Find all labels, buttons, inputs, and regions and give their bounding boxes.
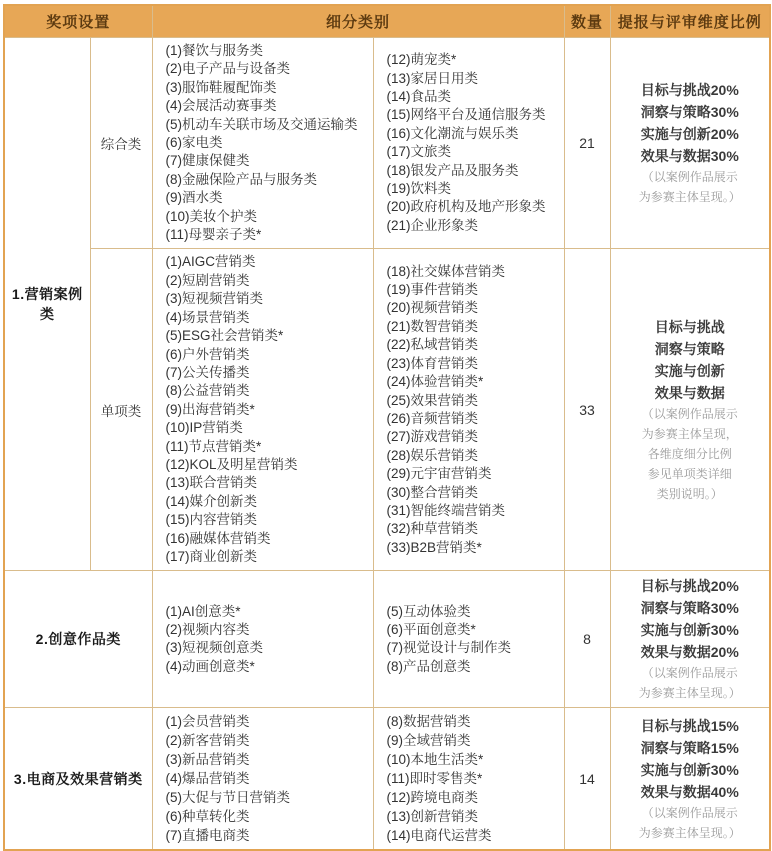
category-item: (6)平面创意类*	[386, 621, 476, 637]
category-item: (12)萌宠类*	[386, 52, 457, 68]
note-line: 各维度细分比例	[647, 446, 732, 461]
category-item: (25)效果营销类	[386, 392, 479, 408]
note-line: 为参赛主体呈现。）	[638, 190, 741, 205]
dimension-line: 实施与创新	[654, 362, 725, 379]
dimension-line: 目标与挑战	[654, 318, 725, 335]
count-cell: 14	[564, 708, 610, 851]
category-item: (9)酒水类	[165, 190, 223, 206]
dimension-line: 效果与数据	[654, 384, 725, 401]
category-item: (18)社交媒体营销类	[386, 263, 506, 279]
category-item: (24)体验营销类*	[386, 374, 484, 390]
header-subcategory: 细分类别	[152, 5, 564, 38]
category-item: (2)电子产品与设备类	[165, 61, 291, 77]
dimension-line: 洞察与策略30%	[640, 104, 739, 121]
category-item: (21)企业形象类	[386, 217, 479, 233]
note-line: 为参赛主体呈现，	[641, 426, 738, 441]
header-count: 数量	[564, 5, 610, 38]
category-item: (2)短剧营销类	[165, 272, 250, 288]
note-line: 参见单项类详细	[647, 466, 732, 481]
note-line: （以案例作品展示	[641, 666, 738, 681]
dimension-line: 目标与挑战20%	[640, 578, 739, 595]
category-item: (2)新客营销类	[165, 733, 250, 749]
category-item: (1)会员营销类	[165, 714, 250, 730]
category-item: (23)体育营销类	[386, 355, 479, 371]
category-item: (14)食品类	[386, 89, 452, 105]
category-item: (14)电商代运营类	[386, 828, 492, 844]
category-item: (12)跨境电商类	[386, 790, 479, 806]
category-item: (17)商业创新类	[165, 548, 258, 564]
award-label-creative-works: 2.创意作品类	[4, 571, 152, 708]
count-cell: 21	[564, 38, 610, 249]
category-item: (11)母婴亲子类*	[165, 227, 262, 243]
category-item: (1)AI创意类*	[165, 603, 241, 619]
category-item: (5)机动车关联市场及交通运输类	[165, 116, 358, 132]
dimension-line: 目标与挑战20%	[640, 82, 739, 99]
category-list-right	[373, 249, 564, 571]
category-item: (4)动画创意类*	[165, 658, 255, 674]
category-item: (7)视觉设计与制作类	[386, 640, 512, 656]
category-item: (29)元宇宙营销类	[386, 466, 492, 482]
dimension-line: 效果与数据40%	[640, 783, 739, 800]
award-settings-table	[3, 4, 771, 851]
category-item: (3)短视频创意类	[165, 640, 264, 656]
dimension-lines	[613, 575, 768, 663]
category-item: (21)数智营销类	[386, 318, 479, 334]
note-lines	[613, 167, 768, 207]
sub-label-individual: 单项类	[90, 249, 152, 571]
dimensions-cell	[610, 571, 770, 708]
dimensions-cell	[610, 708, 770, 851]
dimension-lines	[613, 715, 768, 803]
category-list-left	[152, 38, 373, 249]
category-item: (4)场景营销类	[165, 309, 250, 325]
category-item: (9)出海营销类*	[165, 401, 255, 417]
dimension-line: 实施与创新30%	[640, 761, 739, 778]
category-item: (10)IP营销类	[165, 420, 243, 436]
dimension-line: 洞察与策略	[654, 340, 725, 357]
category-item: (1)餐饮与服务类	[165, 43, 264, 58]
category-item: (14)媒介创新类	[165, 493, 258, 509]
category-list-right	[373, 38, 564, 249]
dimension-line: 实施与创新30%	[640, 622, 739, 639]
category-item: (3)短视频营销类	[165, 291, 264, 307]
category-item: (7)公关传播类	[165, 364, 250, 380]
category-item: (18)银发产品及服务类	[386, 162, 519, 178]
category-item: (33)B2B营销类*	[386, 539, 482, 555]
dimension-line: 效果与数据30%	[640, 148, 739, 165]
sub-label-comprehensive: 综合类	[90, 38, 152, 249]
category-item: (13)联合营销类	[165, 475, 258, 491]
note-line: （以案例作品展示	[641, 406, 738, 421]
category-item: (27)游戏营销类	[386, 429, 479, 445]
category-item: (6)种草转化类	[165, 809, 250, 825]
category-item: (30)整合营销类	[386, 484, 479, 500]
category-item: (20)视频营销类	[386, 300, 479, 316]
category-item: (11)即时零售类*	[386, 771, 483, 787]
category-item: (16)融媒体营销类	[165, 530, 271, 546]
category-item: (16)文化潮流与娱乐类	[386, 125, 519, 141]
dimension-line: 洞察与策略15%	[640, 739, 739, 756]
note-lines	[613, 663, 768, 703]
category-list-right	[373, 708, 564, 851]
category-item: (6)户外营销类	[165, 346, 250, 362]
category-item: (8)产品创意类	[386, 658, 471, 674]
category-item: (8)公益营销类	[165, 383, 250, 399]
row-marketing-comprehensive	[4, 38, 770, 249]
category-item: (5)大促与节日营销类	[165, 790, 291, 806]
note-line: 为参赛主体呈现。）	[638, 686, 741, 701]
category-item: (3)新品营销类	[165, 752, 250, 768]
category-list-right	[373, 571, 564, 708]
note-line: 类别说明。）	[656, 486, 723, 501]
dimension-lines	[613, 316, 768, 404]
category-item: (31)智能终端营销类	[386, 502, 506, 518]
category-item: (7)直播电商类	[165, 828, 250, 844]
note-line: （以案例作品展示	[641, 170, 738, 185]
award-label-ecommerce-effect: 3.电商及效果营销类	[4, 708, 152, 851]
category-item: (2)视频内容类	[165, 621, 250, 637]
note-line: （以案例作品展示	[641, 805, 738, 820]
category-item: (32)种草营销类	[386, 521, 479, 537]
category-list-left	[152, 571, 373, 708]
category-item: (8)金融保险产品与服务类	[165, 171, 318, 187]
category-item: (17)文旅类	[386, 144, 452, 160]
category-list-left	[152, 708, 373, 851]
category-item: (4)爆品营销类	[165, 771, 250, 787]
category-item: (5)互动体验类	[386, 603, 471, 619]
dimension-lines	[613, 79, 768, 167]
category-item: (8)数据营销类	[386, 714, 471, 730]
category-item: (1)AIGC营销类	[165, 254, 256, 270]
note-lines	[613, 404, 768, 504]
count-cell: 8	[564, 571, 610, 708]
category-item: (13)创新营销类	[386, 809, 479, 825]
category-item: (22)私域营销类	[386, 337, 479, 353]
row-creative-works	[4, 571, 770, 708]
category-item: (6)家电类	[165, 135, 223, 151]
row-marketing-individual	[4, 249, 770, 571]
dimension-line: 实施与创新20%	[640, 126, 739, 143]
category-item: (9)全域营销类	[386, 733, 471, 749]
award-label-marketing-case: 1.营销案例类	[4, 38, 90, 571]
category-item: (26)音频营销类	[386, 410, 479, 426]
category-item: (5)ESG社会营销类*	[165, 328, 284, 344]
category-item: (15)内容营销类	[165, 512, 258, 528]
category-list-left	[152, 249, 373, 571]
note-line: 为参赛主体呈现。）	[638, 825, 741, 840]
category-item: (28)娱乐营销类	[386, 447, 479, 463]
category-item: (10)本地生活类*	[386, 752, 484, 768]
category-item: (12)KOL及明星营销类	[165, 456, 298, 472]
category-item: (10)美妆个护类	[165, 208, 258, 224]
category-item: (7)健康保健类	[165, 153, 250, 169]
dimension-line: 效果与数据20%	[640, 644, 739, 661]
category-item: (13)家居日用类	[386, 70, 479, 86]
category-item: (19)饮料类	[386, 181, 452, 197]
dimension-line: 目标与挑战15%	[640, 717, 739, 734]
note-lines	[613, 803, 768, 843]
table-header-row	[4, 5, 770, 38]
category-item: (15)网络平台及通信服务类	[386, 107, 546, 123]
dimensions-cell	[610, 38, 770, 249]
category-item: (20)政府机构及地产形象类	[386, 199, 546, 215]
row-ecommerce-effect	[4, 708, 770, 851]
header-dimensions: 提报与评审维度比例	[610, 5, 770, 38]
count-cell: 33	[564, 249, 610, 571]
header-award-setup: 奖项设置	[4, 5, 152, 38]
dimensions-cell	[610, 249, 770, 571]
category-item: (19)事件营销类	[386, 282, 479, 298]
dimension-line: 洞察与策略30%	[640, 600, 739, 617]
category-item: (3)服饰鞋履配饰类	[165, 79, 277, 95]
category-item: (4)会展活动赛事类	[165, 98, 277, 114]
category-item: (11)节点营销类*	[165, 438, 262, 454]
